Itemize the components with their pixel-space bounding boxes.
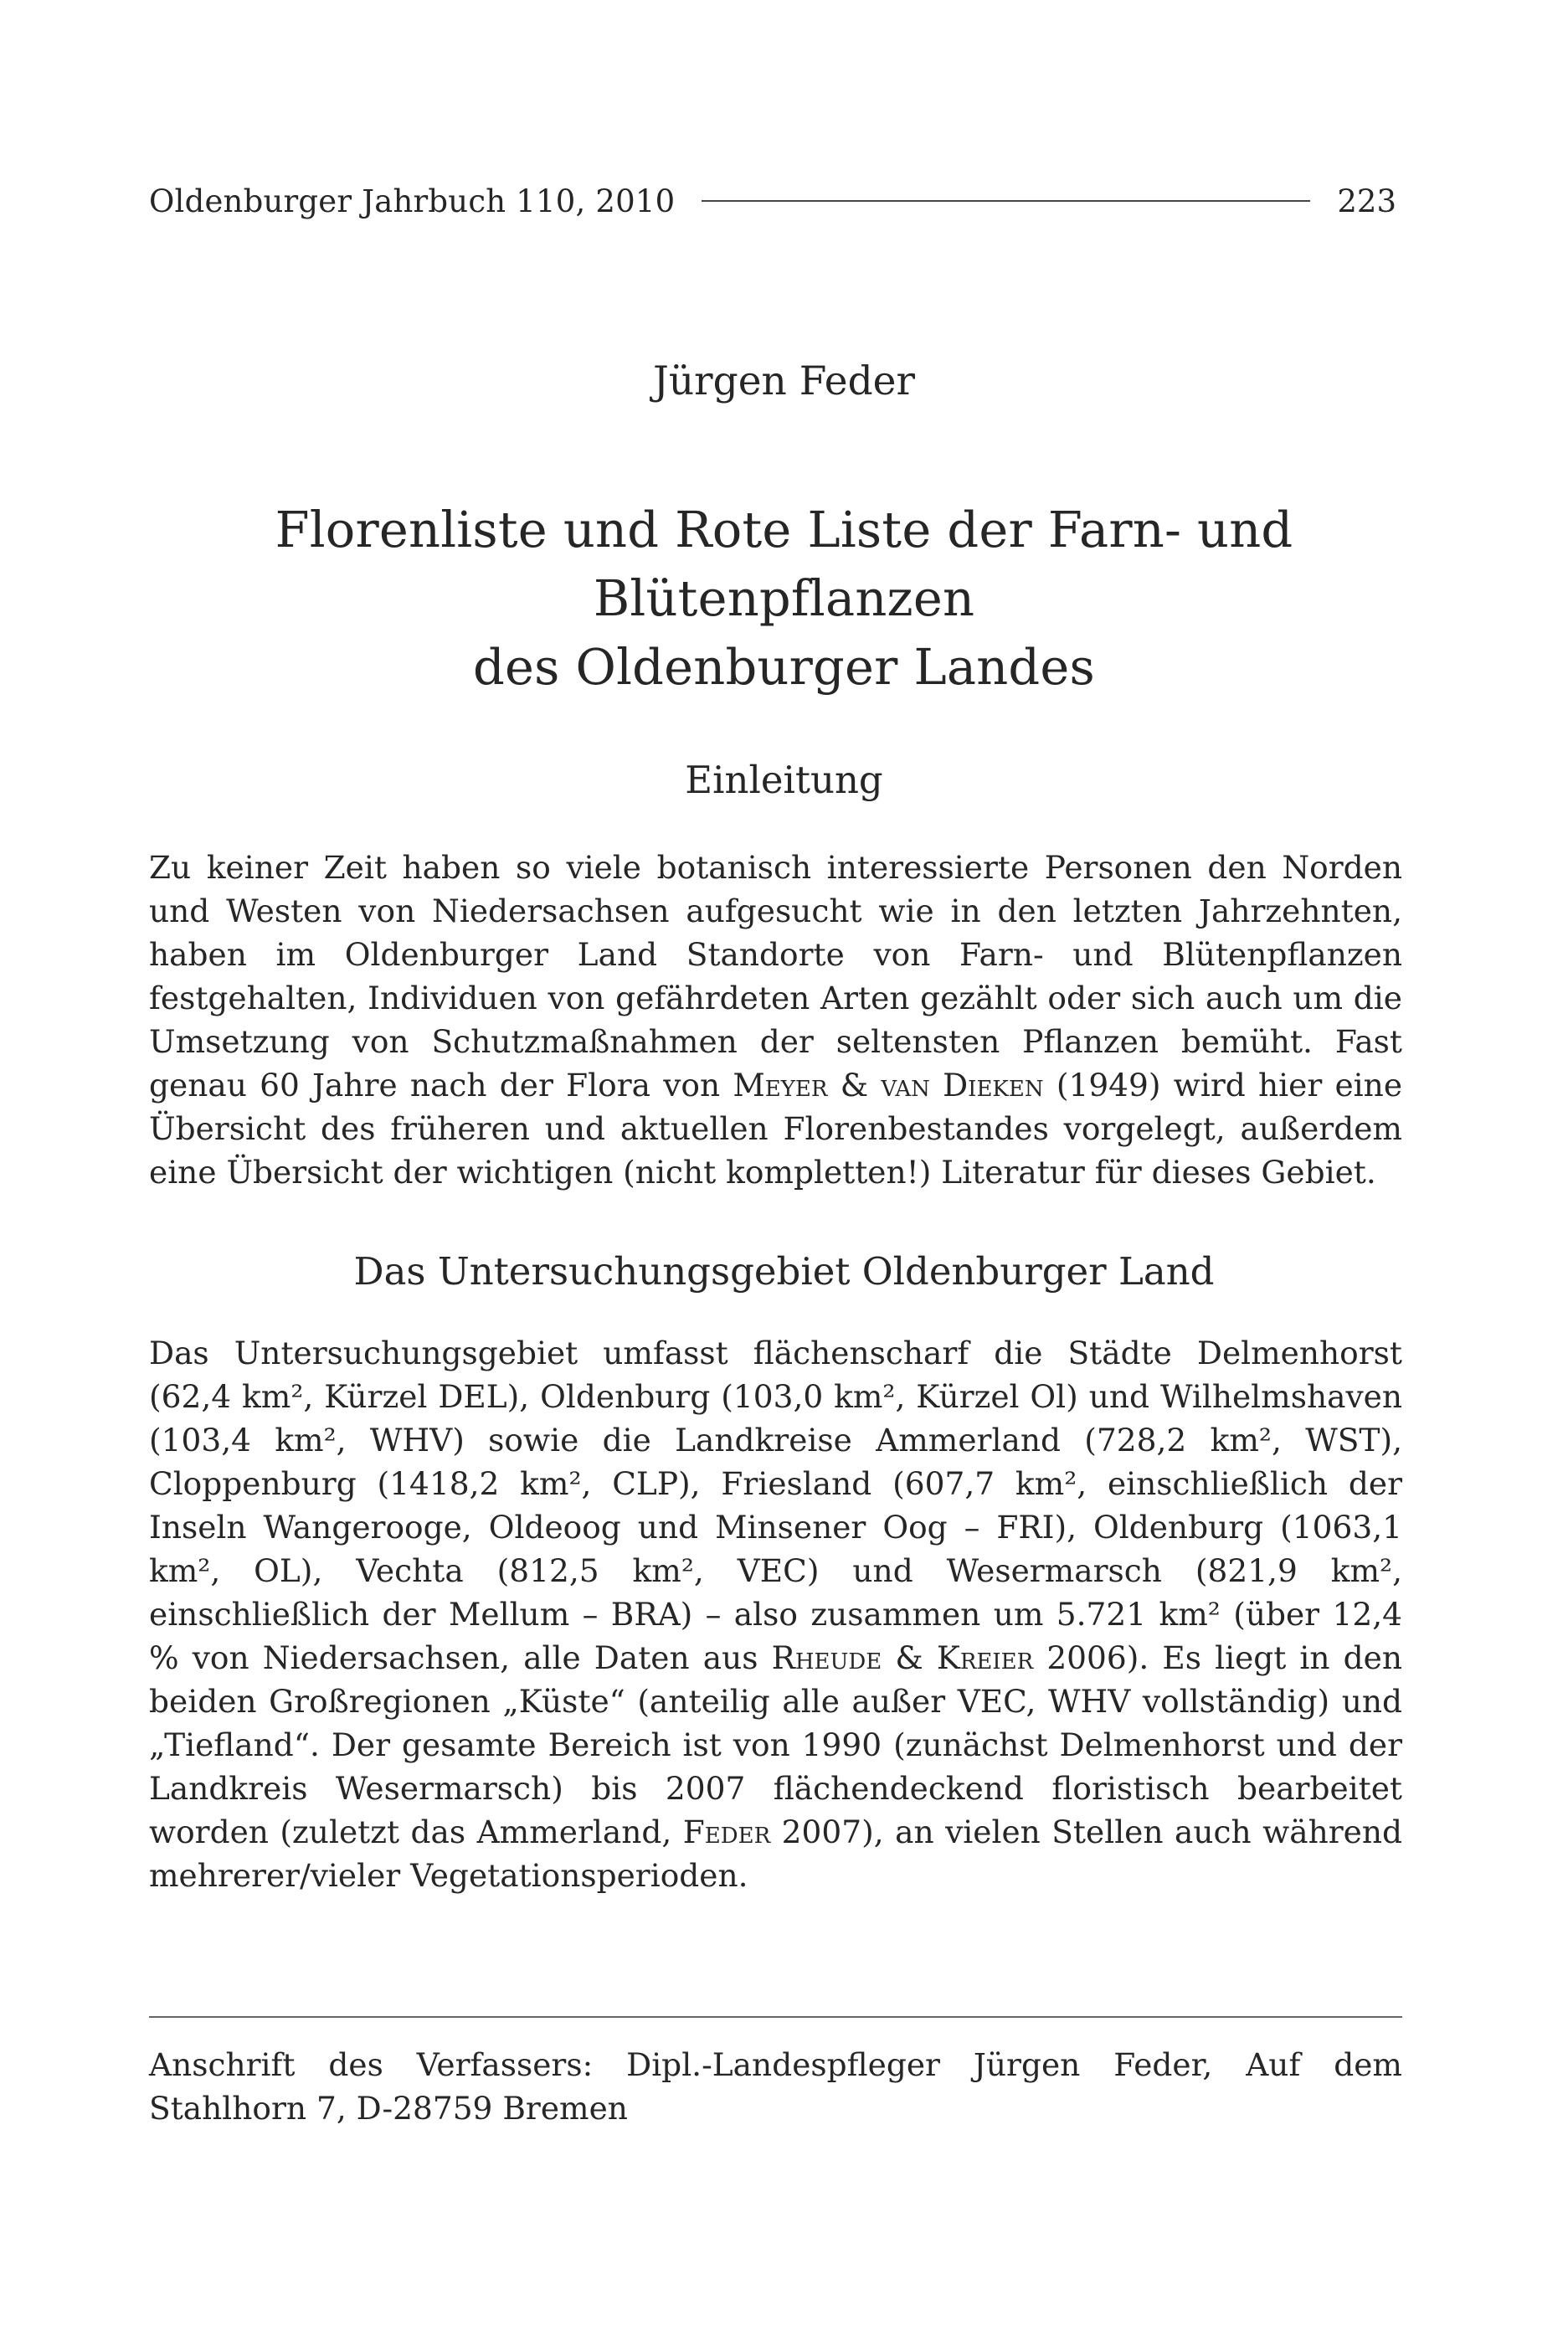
citation-author-meyer: Meyer [733,1067,828,1104]
citation-author-van-dieken: van Dieken [881,1067,1044,1104]
intro-text-2: (1949) wird hier eine Übersicht des früheren und aktuellen Florenbestandes vorgelegt, außerdem eine Übersicht der wichtigen (nicht kompletten!) Literatur für dieses Gebiet. [149,1067,1403,1191]
study-area-paragraph [149,1331,1402,1897]
study-area-text-3: 2007), an vielen Stellen auch während mehrerer/vieler Vegetationsperioden. [149,1814,1402,1894]
section-heading-intro: Einleitung [685,758,883,802]
citation-author-feder: Feder [682,1814,771,1850]
page-number: 223 [1337,183,1396,219]
intro-paragraph [149,846,1402,1194]
section-heading-study-area: Das Untersuchungsgebiet Oldenburger Land [353,1249,1215,1294]
journal-name: Oldenburger Jahrbuch 110, 2010 [149,183,676,219]
article-title-line-2: des Oldenburger Landes [473,638,1095,696]
article-title-line-1: Florenliste und Rote Liste der Farn- und Blütenpflanzen [275,501,1293,627]
header-rule [702,200,1310,202]
study-area-text-2: 2006). Es liegt in den beiden Großregionen „Küste“ (anteilig alle außer VEC, WHV vollständig) und „Tiefland“. Der gesamte Bereich ist von 1990 (zunächst Delmenhorst und der Landkreis Wesermarsch) bis 2007 flächendeckend floristisch bearbeitet worden (zuletzt das Ammerland, [149,1639,1403,1850]
study-area-text-1: Das Untersuchungsgebiet umfasst flächenscharf die Städte Delmenhorst (62,4 km², Kürzel DEL), Oldenburg (103,0 km², Kürzel Ol) und Wilhelmshaven (103,4 km², WHV) sowie die Landkreise Ammerland (728,2 km², WST), Cloppenburg (1418,2 km², CLP), Friesland (607,7 km², einschließlich der Inseln Wangerooge, Oldeoog und Minsener Oog – FRI), Oldenburg (1063,1 km², OL), Vechta (812,5 km², VEC) und Wesermarsch (821,9 km², einschließlich der Mellum – BRA) – also zusammen um 5.721 km² (über 12,4 % von Niedersachsen, alle Daten aus [149,1335,1402,1676]
article-title [100,496,1468,702]
author-address-footnote: Anschrift des Verfassers: Dipl.-Landespfleger Jürgen Feder, Auf dem Stahlhorn 7, D-28759 Bremen [149,2046,1402,2127]
article-author: Jürgen Feder [653,358,915,404]
intro-text-1: Zu keiner Zeit haben so viele botanisch interessierte Personen den Norden und Westen von Niedersachsen aufgesucht wie in den letzten Jahrzehnten, haben im Oldenburger Land Standorte von Farn- und Blütenpflanzen festgehalten, Individuen von gefährdeten Arten gezählt oder sich auch um die Umsetzung von Schutzmaßnahmen der seltensten Pflanzen bemüht. Fast genau 60 Jahre nach der Flora von [149,849,1402,1104]
citation-author-kreier: Kreier [936,1639,1034,1676]
citation-ampersand-2: & [895,1639,923,1676]
footnote-rule [149,2016,1402,2018]
citation-author-rheude: Rheude [771,1639,882,1676]
running-head [149,176,1396,226]
citation-ampersand: & [840,1067,869,1104]
